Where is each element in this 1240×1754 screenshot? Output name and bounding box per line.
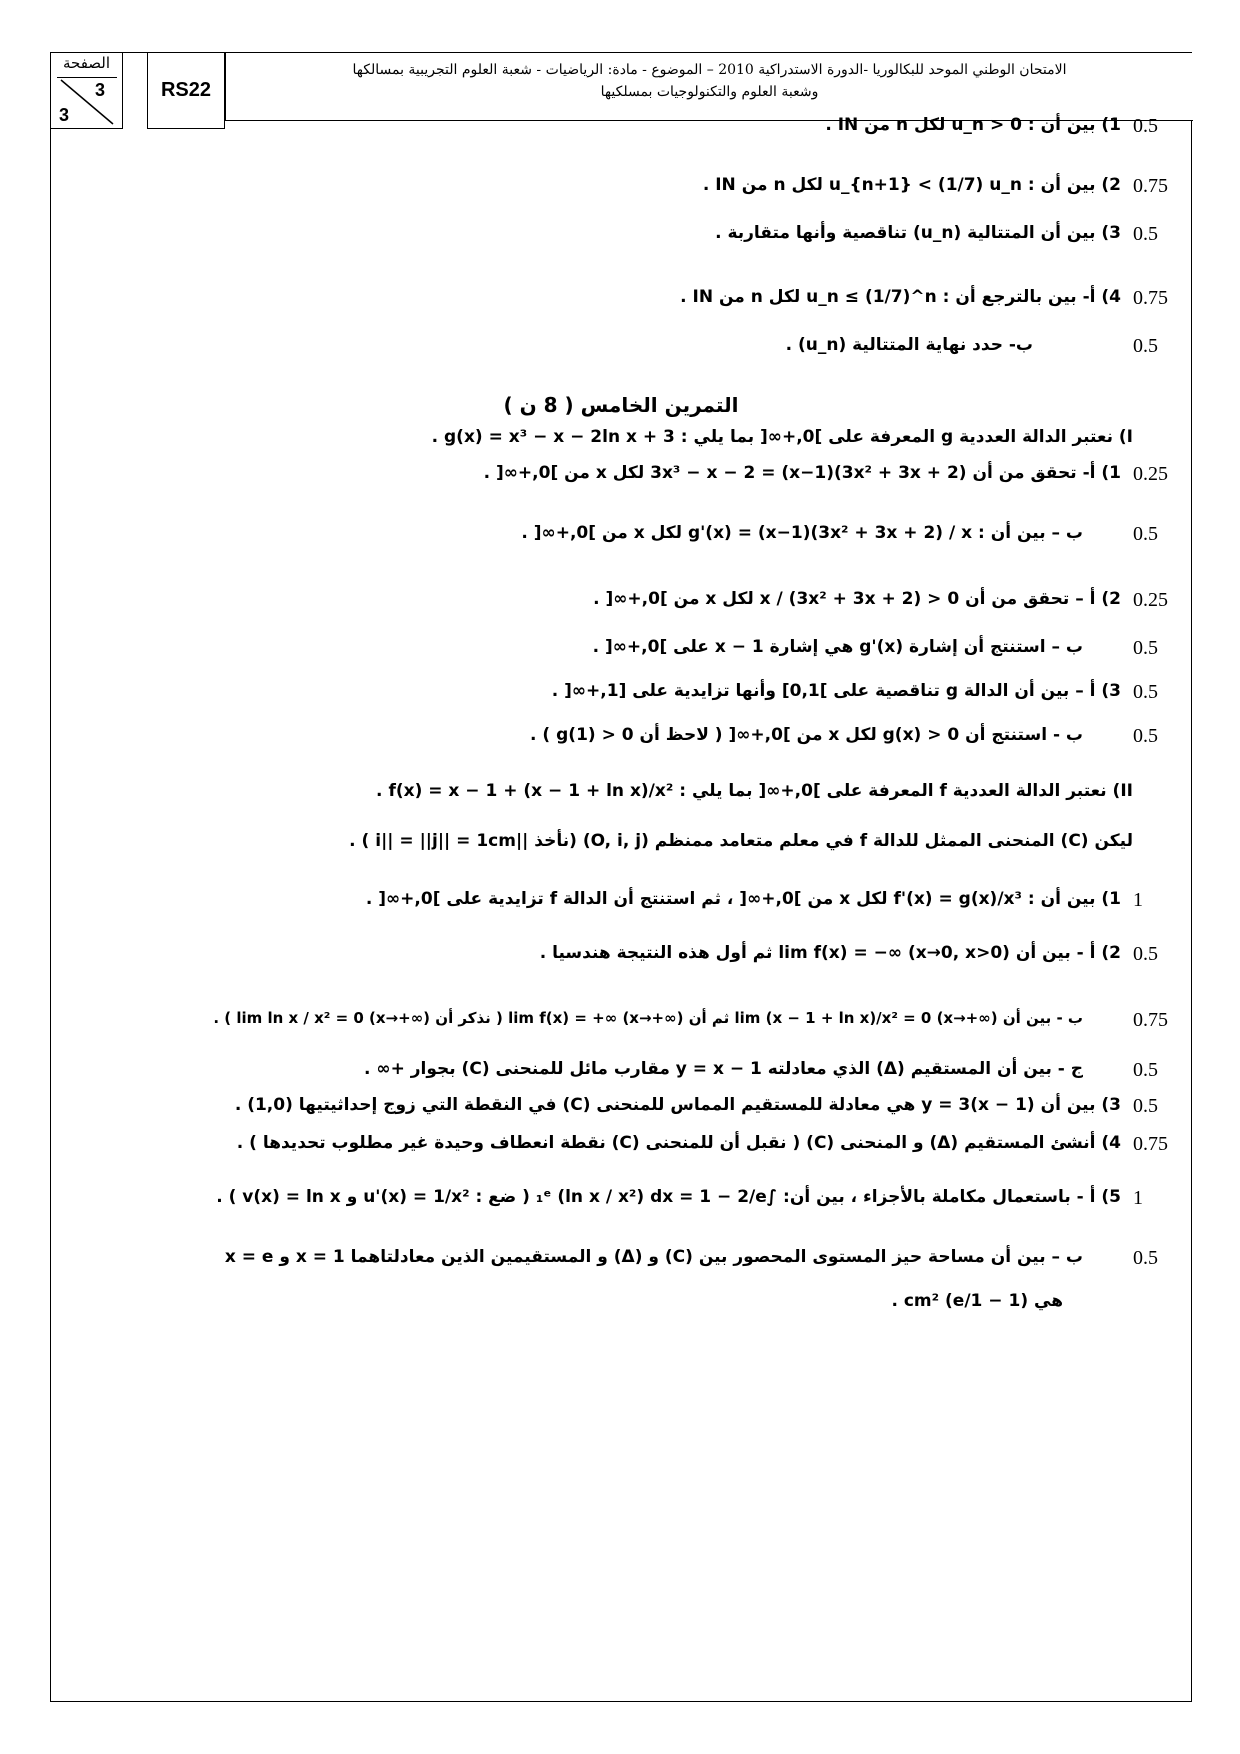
question-text: ب - استنتج أن g(x) > 0 لكل x من ]0,+∞[ ( لاحظ أن g(1) > 0 ) . (530, 725, 1083, 745)
item-row (51, 1059, 1193, 1099)
question-text: 1) أ- تحقق من أن 3x³ − x − 2 = (x−1)(3x² + 3x + 2) لكل x من ]0,+∞[ . (483, 463, 1121, 483)
exam-title (225, 53, 1193, 121)
question-text: 4) أنشئ المستقيم (Δ) و المنحنى (C) ( نقبل أن للمنحنى (C) نقطة انعطاف وحيدة غير مطلوب تحديدها ) . (236, 1133, 1121, 1153)
item-row (51, 1133, 1193, 1173)
question-text: هي (1 − 1/e) cm² . (891, 1291, 1063, 1311)
page-label: الصفحة (62, 54, 111, 72)
question-text: 1) بين أن : f'(x) = g(x)/x³ لكل x من ]0,+∞[ ، ثم استنتج أن الدالة f تزايدية على ]0,+∞[ . (365, 889, 1121, 909)
points: 0.5 (1133, 115, 1158, 137)
item-row (51, 725, 1193, 765)
item-row (51, 889, 1193, 929)
question-text: 2) أ - بين أن lim f(x) = −∞ (x→0, x>0) ثم أول هذه النتيجة هندسيا . (539, 943, 1121, 963)
points: 0.5 (1133, 1095, 1158, 1117)
points: 0.25 (1133, 463, 1168, 485)
item-row (51, 223, 1193, 263)
question-text: ب- حدد نهاية المتتالية (u_n) . (785, 335, 1033, 355)
item-row (51, 681, 1193, 721)
item-row (51, 1291, 1193, 1331)
item-row (51, 287, 1193, 327)
question-text: ج - بين أن المستقيم (Δ) الذي معادلته y = x − 1 مقارب مائل للمنحنى (C) بجوار +∞ . (364, 1059, 1083, 1079)
item-row (51, 943, 1193, 983)
item-row (51, 523, 1193, 563)
item-row (51, 335, 1193, 375)
title-line-1: الامتحان الوطني الموحد للبكالوريا -الدورة الاستدراكية 2010 – الموضوع - مادة: الرياضيات - شعبة العلوم التجريبية بمسالكها (352, 62, 1067, 78)
item-row (51, 463, 1193, 503)
points: 0.5 (1133, 681, 1158, 703)
item-row (51, 1009, 1193, 1049)
item-row (51, 175, 1193, 215)
title-line-2: وشعبة العلوم والتكنولوجيات بمسلكيها (600, 84, 819, 100)
question-text: 3) بين أن المتتالية (u_n) تناقصية وأنها متقاربة . (715, 223, 1121, 243)
points: 0.5 (1133, 1059, 1158, 1081)
points: 0.75 (1133, 1009, 1168, 1031)
points: 0.25 (1133, 589, 1168, 611)
part2-intro: II) نعتبر الدالة العددية f المعرفة على ]0,+∞[ بما يلي : f(x) = x − 1 + (x − 1 + ln x)/x² . (376, 781, 1133, 801)
points: 0.5 (1133, 335, 1158, 357)
question-text: 3) بين أن y = 3(x − 1) هي معادلة للمستقيم المماس للمنحنى (C) في النقطة التي زوج إحداثيتيها (1,0) . (234, 1095, 1121, 1115)
points: 0.75 (1133, 287, 1168, 309)
part2-curve-row (51, 831, 1193, 871)
points: 0.5 (1133, 637, 1158, 659)
item-row (51, 1095, 1193, 1135)
question-text: ب – بين أن مساحة حيز المستوى المحصور بين (C) و (Δ) و المستقيمين الذين معادلتاهما x = 1 و x = e (224, 1247, 1083, 1267)
exam-code: RS22 (147, 53, 225, 129)
question-text: 4) أ- بين بالترجع أن : u_n ≤ (1/7)^n لكل n من IN . (680, 287, 1121, 307)
item-row (51, 1247, 1193, 1287)
question-text: 2) بين أن : u_{n+1} < (1/7) u_n لكل n من IN . (702, 175, 1121, 195)
page-current: 3 (94, 80, 105, 100)
page-total: 3 (59, 105, 70, 125)
points: 0.5 (1133, 725, 1158, 747)
question-text: ب – بين أن : g'(x) = (x−1)(3x² + 3x + 2) / x لكل x من ]0,+∞[ . (521, 523, 1083, 543)
exam-page (50, 52, 1192, 1702)
part2-intro-row (51, 781, 1193, 821)
part1-intro: I) نعتبر الدالة العددية g المعرفة على ]0,+∞[ بما يلي : g(x) = x³ − x − 2ln x + 3 . (431, 427, 1133, 447)
points: 0.5 (1133, 523, 1158, 545)
exercise-title: التمرين الخامس ( 8 ن ) (503, 393, 739, 417)
question-text: ب - بين أن lim (x − 1 + ln x)/x² = 0 (x→+∞) ثم أن lim f(x) = +∞ (x→+∞) ( نذكر أن lim ln x / x² = 0 (x→+∞) ) . (213, 1009, 1083, 1027)
part2-curve: ليكن (C) المنحنى الممثل للدالة f في معلم متعامد ممنظم (O, i, j) (نأخذ ||i|| = ||j|| = 1cm ) . (349, 831, 1133, 851)
part1-intro-row (51, 427, 1193, 467)
item-row (51, 637, 1193, 677)
question-text: ب – استنتج أن إشارة g'(x) هي إشارة x − 1 على ]0,+∞[ . (592, 637, 1083, 657)
points: 1 (1133, 889, 1143, 911)
question-text: 3) أ – بين أن الدالة g تناقصية على ]0,1] وأنها تزايدية على [1,+∞[ . (551, 681, 1121, 701)
question-text: 2) أ – تحقق من أن 0 < (3x² + 3x + 2) / x لكل x من ]0,+∞[ . (593, 589, 1121, 609)
points: 0.5 (1133, 1247, 1158, 1269)
question-text: 5) أ - باستعمال مكاملة بالأجزاء ، بين أن: ∫₁ᵉ (ln x / x²) dx = 1 − 2/e ( ضع : u'(x) = 1/x² و v(x) = ln x ) . (216, 1187, 1121, 1207)
item-row (51, 115, 1193, 155)
points: 0.75 (1133, 1133, 1168, 1155)
points: 1 (1133, 1187, 1143, 1209)
question-text: 1) بين أن : u_n > 0 لكل n من IN . (825, 115, 1121, 135)
item-row (51, 1187, 1193, 1227)
points: 0.5 (1133, 223, 1158, 245)
points: 0.5 (1133, 943, 1158, 965)
item-row (51, 589, 1193, 629)
points: 0.75 (1133, 175, 1168, 197)
